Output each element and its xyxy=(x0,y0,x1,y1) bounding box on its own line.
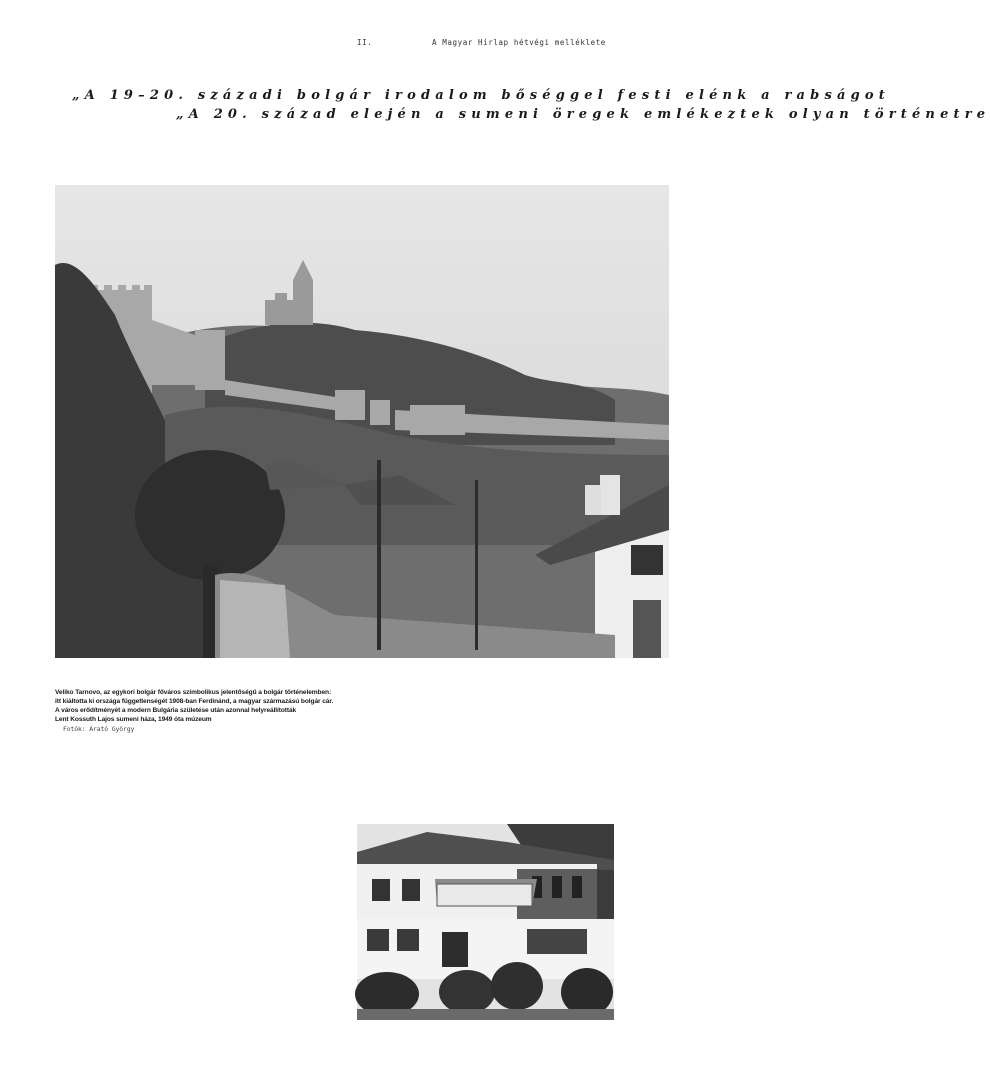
caption-line-4: Lent Kossuth Lajos sumeni háza, 1949 óta múzeum xyxy=(55,716,212,723)
page-number: II. xyxy=(357,38,373,47)
pull-quote-2: „A 20. század elején a sumeni öregek emlékeztek olyan történetre xyxy=(176,107,990,122)
kossuth-house-illustration xyxy=(357,824,614,1020)
photo-caption xyxy=(55,688,475,734)
photo-credit: Fotók: Arató György xyxy=(63,725,135,733)
fortress-hill-illustration xyxy=(55,185,669,658)
caption-line-3: A város erődítményét a modern Bulgária születése után azonnal helyreállították xyxy=(55,707,297,714)
secondary-photo-kossuth-house xyxy=(357,824,614,1020)
pull-quotes xyxy=(0,88,990,128)
publication-title: A Magyar Hírlap hétvégi melléklete xyxy=(432,38,606,47)
pull-quote-1: „A 19–20. századi bolgár irodalom bőséggel festi elénk a rabságot xyxy=(72,88,890,103)
page-header xyxy=(0,38,720,52)
main-photo-veliko-tarnovo xyxy=(55,185,669,658)
caption-line-1: Veliko Tarnovo, az egykori bolgár főváros szimbolikus jelentőségű a bolgár történelemben: xyxy=(55,689,332,696)
caption-line-2: itt kiáltotta ki országa függetlenségét 1908-ban Ferdinánd, a magyar származású bolgár cár. xyxy=(55,698,334,705)
